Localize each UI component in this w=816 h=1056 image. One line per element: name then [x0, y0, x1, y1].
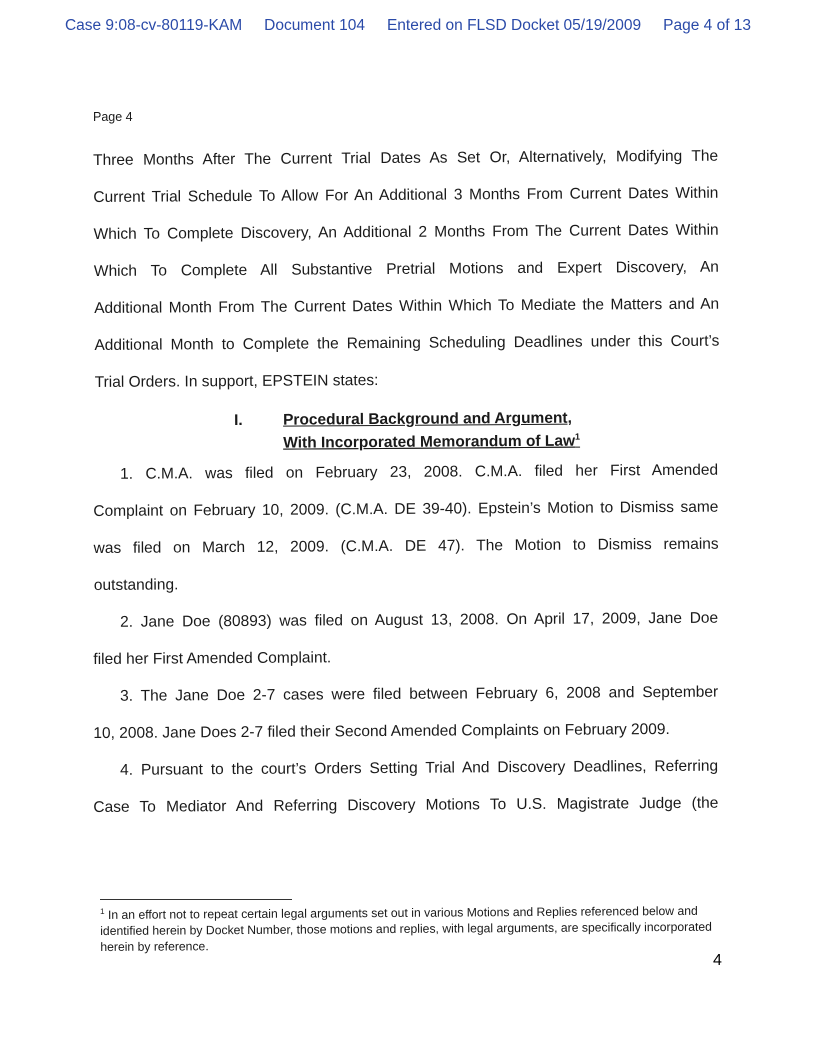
footnote-text: In an effort not to repeat certain legal arguments set out in various Motions and Replies referenced below and identified herein by Docket Number, those motions and replies, with legal arguments, are specifically incorporated herein by reference.	[100, 903, 712, 954]
page-number: 4	[713, 952, 722, 969]
intro-paragraph	[93, 138, 720, 401]
intro-line: Trial Orders. In support, EPSTEIN states:	[94, 372, 379, 391]
ecf-header	[0, 17, 816, 35]
intro-line: Additional Month From The Current Dates Within Which To Mediate the Matters and An	[94, 295, 720, 317]
section-numeral: I.	[234, 411, 243, 429]
document-number: Document 104	[264, 17, 365, 34]
paragraph-3	[93, 674, 719, 752]
paragraph-1	[93, 452, 719, 604]
intro-line: Additional Month to Complete the Remaining Scheduling Deadlines under this Court’s	[94, 332, 720, 354]
intro-line: Which To Complete Discovery, An Additional 2 Months From The Current Dates Within	[93, 221, 719, 243]
footnote-divider	[100, 899, 292, 900]
section-title-line1: Procedural Background and Argument,	[282, 409, 572, 429]
intro-line: Three Months After The Current Trial Dates As Set Or, Alternatively, Modifying The	[93, 147, 719, 169]
paragraph-line: 2. Jane Doe (80893) was filed on August 13, 2008. On April 17, 2009, Jane Doe	[120, 609, 719, 631]
paragraph-line: 4. Pursuant to the court’s Orders Setting Trial And Discovery Deadlines, Referring	[120, 757, 719, 779]
paragraph-line: 1. C.M.A. was filed on February 23, 2008. C.M.A. filed her First Amended	[120, 461, 719, 483]
paragraph-2	[93, 600, 719, 678]
case-number: Case 9:08-cv-80119-KAM	[64, 17, 243, 34]
paragraph-line: filed her First Amended Complaint.	[93, 649, 332, 668]
intro-line: Which To Complete All Substantive Pretrial Motions and Expert Discovery, An	[93, 258, 719, 280]
paragraph-line: Case To Mediator And Referring Discovery Motions To U.S. Magistrate Judge (the	[93, 794, 719, 816]
section-title-line2: With Incorporated Memorandum of Law	[283, 432, 576, 452]
docket-entry-date: Entered on FLSD Docket 05/19/2009	[386, 17, 642, 34]
page-of-total: Page 4 of 13	[663, 17, 752, 34]
paragraph-line: outstanding.	[93, 576, 179, 594]
paragraph-4	[93, 748, 719, 826]
page-label: Page 4	[93, 110, 133, 124]
footnote-reference[interactable]: 1	[574, 431, 581, 442]
footnote	[100, 900, 724, 955]
intro-line: Current Trial Schedule To Allow For An Additional 3 Months From Current Dates Within	[93, 184, 719, 206]
paragraph-line: 10, 2008. Jane Does 2-7 filed their Second Amended Complaints on February 2009.	[93, 720, 670, 742]
paragraph-line: Complaint on February 10, 2009. (C.M.A. DE 39-40). Epstein’s Motion to Dismiss same	[93, 498, 719, 520]
paragraph-line: was filed on March 12, 2009. (C.M.A. DE 47). The Motion to Dismiss remains	[93, 535, 719, 557]
footnote-marker: 1	[100, 906, 105, 916]
paragraph-line: 3. The Jane Doe 2-7 cases were filed between February 6, 2008 and September	[120, 683, 719, 705]
